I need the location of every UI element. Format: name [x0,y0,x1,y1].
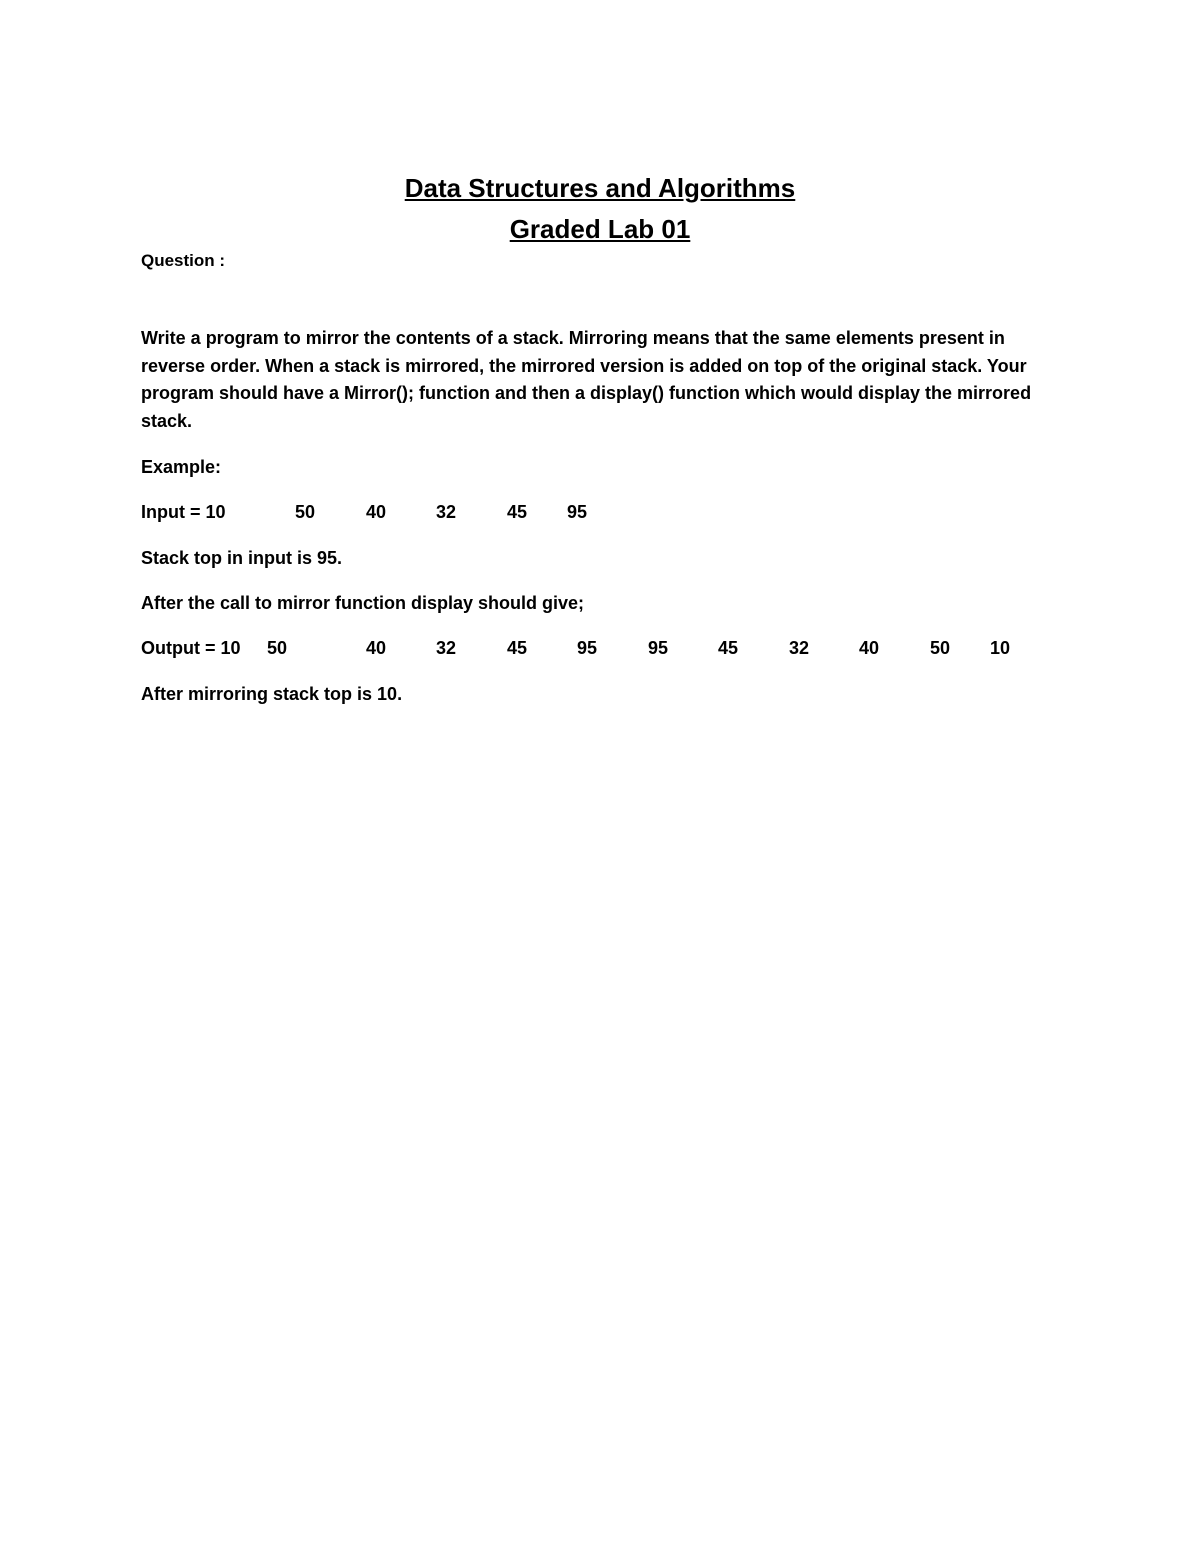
input-value: 32 [436,502,457,522]
input-value: 45 [507,502,528,522]
stack-top-input-text: Stack top in input is 95. [141,548,343,568]
output-value: 95 [648,638,669,658]
output-value: 50 [930,638,951,658]
input-value: 50 [295,502,316,522]
output-value: 50 [267,638,288,658]
output-value: 32 [789,638,810,658]
input-label: Input = 10 [141,502,226,522]
question-label: Question : [141,251,226,270]
document-title: Data Structures and Algorithms [404,173,796,203]
output-value: 40 [859,638,880,658]
after-mirroring-text: After mirroring stack top is 10. [141,684,403,704]
output-value: 95 [577,638,598,658]
example-label: Example: [141,457,222,477]
question-text: Write a program to mirror the contents of a stack. Mirroring means that the same elements present in reverse order. When a stack is mirrored, the mirrored version is added on top of the original stack. Your program should have a Mirror(); function and then a display() function which would display the mirrored stack. [141,328,1032,431]
output-value: 10 [990,638,1011,658]
output-value: 45 [507,638,528,658]
output-value: 32 [436,638,457,658]
output-value: 45 [718,638,739,658]
after-call-text: After the call to mirror function display should give; [141,593,585,613]
input-value: 95 [567,502,588,522]
input-value: 40 [366,502,387,522]
output-value: 40 [366,638,387,658]
document-subtitle: Graded Lab 01 [509,214,691,244]
output-label: Output = 10 [141,638,241,658]
